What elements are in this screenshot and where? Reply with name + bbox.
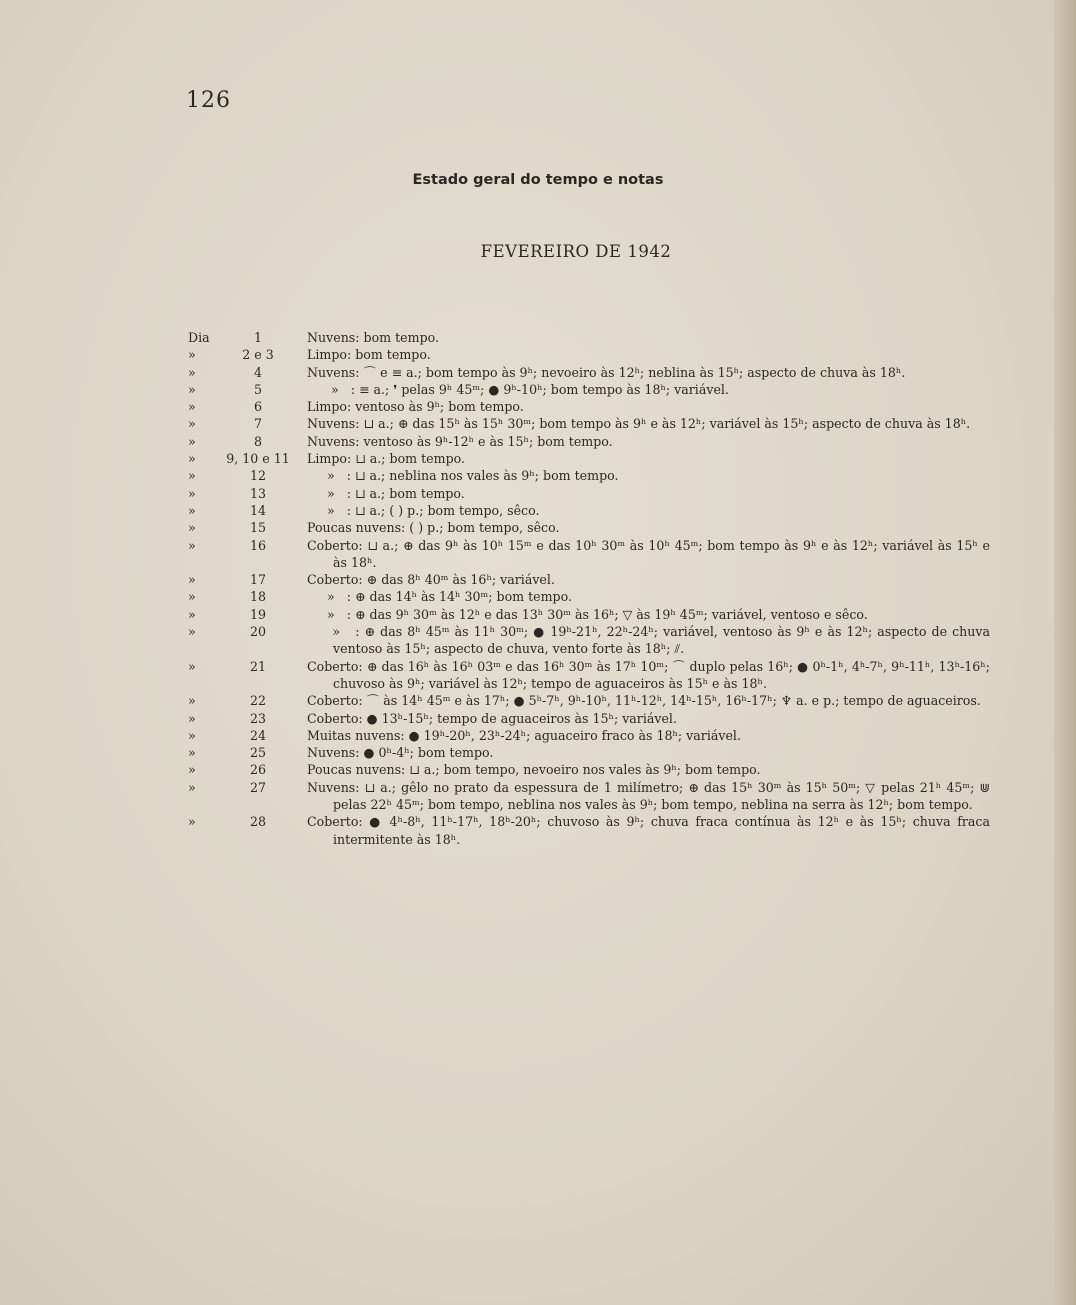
entry-prefix: » (188, 468, 196, 484)
entry-day: 15 (249, 520, 267, 536)
entry-text: Limpo: ventoso às 9ʰ; bom tempo. (307, 399, 524, 415)
entry-day: 28 (249, 814, 267, 830)
entry-text: » : ≡ a.; ❜ pelas 9ʰ 45ᵐ; ● 9ʰ-10ʰ; bom tempo às 18ʰ; variável. (307, 381, 729, 397)
entry-day: 4 (253, 364, 262, 380)
entry-day: 1 (253, 330, 262, 345)
list-item (0, 710, 1076, 727)
entry-prefix: » (188, 451, 196, 467)
entry-day: 2 e 3 (242, 347, 274, 363)
entry-day: 23 (249, 710, 267, 726)
entry-text: Muitas nuvens: ● 19ʰ-20ʰ, 23ʰ-24ʰ; aguaceiro fraco às 18ʰ; variável. (307, 727, 741, 743)
entry-prefix: » (188, 347, 196, 363)
entry-prefix: » (188, 520, 196, 536)
list-item (0, 398, 1076, 415)
entry-prefix: » (188, 433, 196, 449)
entry-prefix: » (188, 693, 196, 709)
list-item (0, 727, 1076, 744)
list-item (0, 623, 1076, 658)
month-subtitle: FEVEREIRO DE 1942 (480, 242, 672, 261)
entry-day: 16 (249, 537, 267, 553)
page-title: Estado geral do tempo e notas (412, 172, 664, 188)
list-item (0, 381, 1076, 398)
entry-day: 13 (249, 485, 267, 501)
entry-text: Coberto: ● 4ʰ-8ʰ, 11ʰ-17ʰ, 18ʰ-20ʰ; chuvoso às 9ʰ; chuva fraca contínua às 12ʰ e às 15ʰ; chuva fraca intermitente às 18ʰ. (307, 814, 995, 847)
entry-day: 25 (249, 745, 267, 761)
list-item (0, 450, 1076, 467)
entry-prefix: » (188, 658, 196, 674)
weather-entries-list (0, 329, 1076, 848)
list-item (0, 779, 1076, 814)
entry-prefix: » (188, 485, 196, 501)
entry-text: » : ⊔ a.; bom tempo. (307, 485, 465, 501)
list-item (0, 519, 1076, 536)
entry-prefix: » (188, 399, 196, 415)
entry-day: 5 (253, 381, 262, 397)
entry-prefix: » (188, 779, 196, 795)
list-item (0, 467, 1076, 484)
entry-prefix: Dia (188, 330, 210, 345)
list-item (0, 606, 1076, 623)
list-item (0, 485, 1076, 502)
entry-text: » : ⊕ das 8ʰ 45ᵐ às 11ʰ 30ᵐ; ● 19ʰ-21ʰ, 22ʰ-24ʰ; variável, ventoso às 9ʰ e às 12ʰ; aspecto de chuva ventoso às 15ʰ; aspecto de chuva, vento forte às 18ʰ; ⫽. (307, 624, 995, 657)
entry-text: » : ⊕ das 14ʰ às 14ʰ 30ᵐ; bom tempo. (307, 589, 572, 605)
entry-prefix: » (188, 537, 196, 553)
entry-prefix: » (188, 762, 196, 778)
entry-prefix: » (188, 502, 196, 518)
entry-prefix: » (188, 589, 196, 605)
list-item (0, 761, 1076, 778)
entry-day: 14 (249, 502, 267, 518)
entry-text: Nuvens: ⊔ a.; gêlo no prato da espessura de 1 milímetro; ⊕ das 15ʰ 30ᵐ às 15ʰ 50ᵐ; ▽ pelas 21ʰ 45ᵐ; ⋓ pelas 22ʰ 45ᵐ; bom tempo, neblina nos vales às 9ʰ; bom tempo, neblina na serra às 12ʰ; bom tempo. (307, 779, 995, 813)
entry-day: 18 (249, 589, 267, 605)
list-item (0, 537, 1076, 572)
entry-prefix: » (188, 364, 196, 380)
entry-text: Poucas nuvens: ( ) p.; bom tempo, sêco. (307, 520, 560, 536)
entry-day: 19 (249, 606, 267, 622)
entry-prefix: » (188, 381, 196, 397)
entry-text: » : ⊔ a.; ( ) p.; bom tempo, sêco. (307, 502, 540, 518)
entry-text: Coberto: ⊕ das 8ʰ 40ᵐ às 16ʰ; variável. (307, 572, 555, 588)
entry-day: 24 (249, 727, 267, 743)
entry-text: Coberto: ⌒ às 14ʰ 45ᵐ e às 17ʰ; ● 5ʰ-7ʰ, 9ʰ-10ʰ, 11ʰ-12ʰ, 14ʰ-15ʰ, 16ʰ-17ʰ; ♆ a. e p.; tempo de aguaceiros. (307, 693, 981, 709)
entry-day: 6 (253, 399, 262, 415)
entry-day: 8 (253, 433, 262, 449)
entry-prefix: » (188, 606, 196, 622)
entry-prefix: » (188, 814, 196, 830)
entry-day: 9, 10 e 11 (226, 451, 290, 467)
list-item (0, 571, 1076, 588)
entry-prefix: » (188, 416, 196, 432)
list-item (0, 813, 1076, 848)
list-item (0, 364, 1076, 381)
entry-prefix: » (188, 727, 196, 743)
list-item (0, 433, 1076, 450)
entry-day: 17 (249, 572, 267, 588)
entry-text: » : ⊕ das 9ʰ 30ᵐ às 12ʰ e das 13ʰ 30ᵐ às 16ʰ; ▽ às 19ʰ 45ᵐ; variável, ventoso e sêco. (307, 606, 868, 622)
entry-day: 27 (249, 779, 267, 795)
entry-day: 22 (249, 693, 267, 709)
entry-day: 20 (249, 624, 267, 640)
entry-text: Nuvens: ⊔ a.; ⊕ das 15ʰ às 15ʰ 30ᵐ; bom tempo às 9ʰ e às 12ʰ; variável às 15ʰ; aspecto de chuva às 18ʰ. (307, 416, 971, 432)
entry-day: 21 (249, 658, 267, 674)
entry-text: Coberto: ⊕ das 16ʰ às 16ʰ 03ᵐ e das 16ʰ 30ᵐ às 17ʰ 10ᵐ; ⌒ duplo pelas 16ʰ; ● 0ʰ-1ʰ, 4ʰ-7ʰ, 9ʰ-11ʰ, 13ʰ-16ʰ; chuvoso às 9ʰ; variável às 12ʰ; tempo de aguaceiros às 15ʰ e às 18ʰ. (307, 658, 995, 691)
entry-day: 26 (249, 762, 267, 778)
list-item (0, 588, 1076, 605)
entry-prefix: » (188, 624, 196, 640)
entry-text: Coberto: ⊔ a.; ⊕ das 9ʰ às 10ʰ 15ᵐ e das 10ʰ 30ᵐ às 10ʰ 45ᵐ; bom tempo às 9ʰ e às 12ʰ; variável às 15ʰ e às 18ʰ. (307, 537, 995, 570)
entry-text: Nuvens: ● 0ʰ-4ʰ; bom tempo. (307, 745, 494, 761)
entry-day: 7 (253, 416, 262, 432)
list-item (0, 744, 1076, 761)
entry-text: Nuvens: bom tempo. (307, 330, 439, 345)
list-item (0, 329, 1076, 346)
list-item (0, 692, 1076, 709)
list-item (0, 658, 1076, 693)
entry-text: Limpo: ⊔ a.; bom tempo. (307, 451, 466, 467)
entry-text: Limpo: bom tempo. (307, 347, 431, 363)
list-item (0, 502, 1076, 519)
entry-day: 12 (249, 468, 267, 484)
entry-prefix: » (188, 710, 196, 726)
list-item (0, 415, 1076, 432)
page-number: 126 (186, 88, 231, 113)
list-item (0, 346, 1076, 363)
entry-text: » : ⊔ a.; neblina nos vales às 9ʰ; bom tempo. (307, 468, 619, 484)
entry-text: Coberto: ● 13ʰ-15ʰ; tempo de aguaceiros às 15ʰ; variável. (307, 710, 677, 726)
entry-text: Poucas nuvens: ⊔ a.; bom tempo, nevoeiro nos vales às 9ʰ; bom tempo. (307, 762, 761, 778)
entry-text: Nuvens: ⌒ e ≡ a.; bom tempo às 9ʰ; nevoeiro às 12ʰ; neblina às 15ʰ; aspecto de chuva às 18ʰ. (307, 364, 906, 380)
entry-prefix: » (188, 572, 196, 588)
entry-text: Nuvens: ventoso às 9ʰ-12ʰ e às 15ʰ; bom tempo. (307, 433, 613, 449)
entry-prefix: » (188, 745, 196, 761)
